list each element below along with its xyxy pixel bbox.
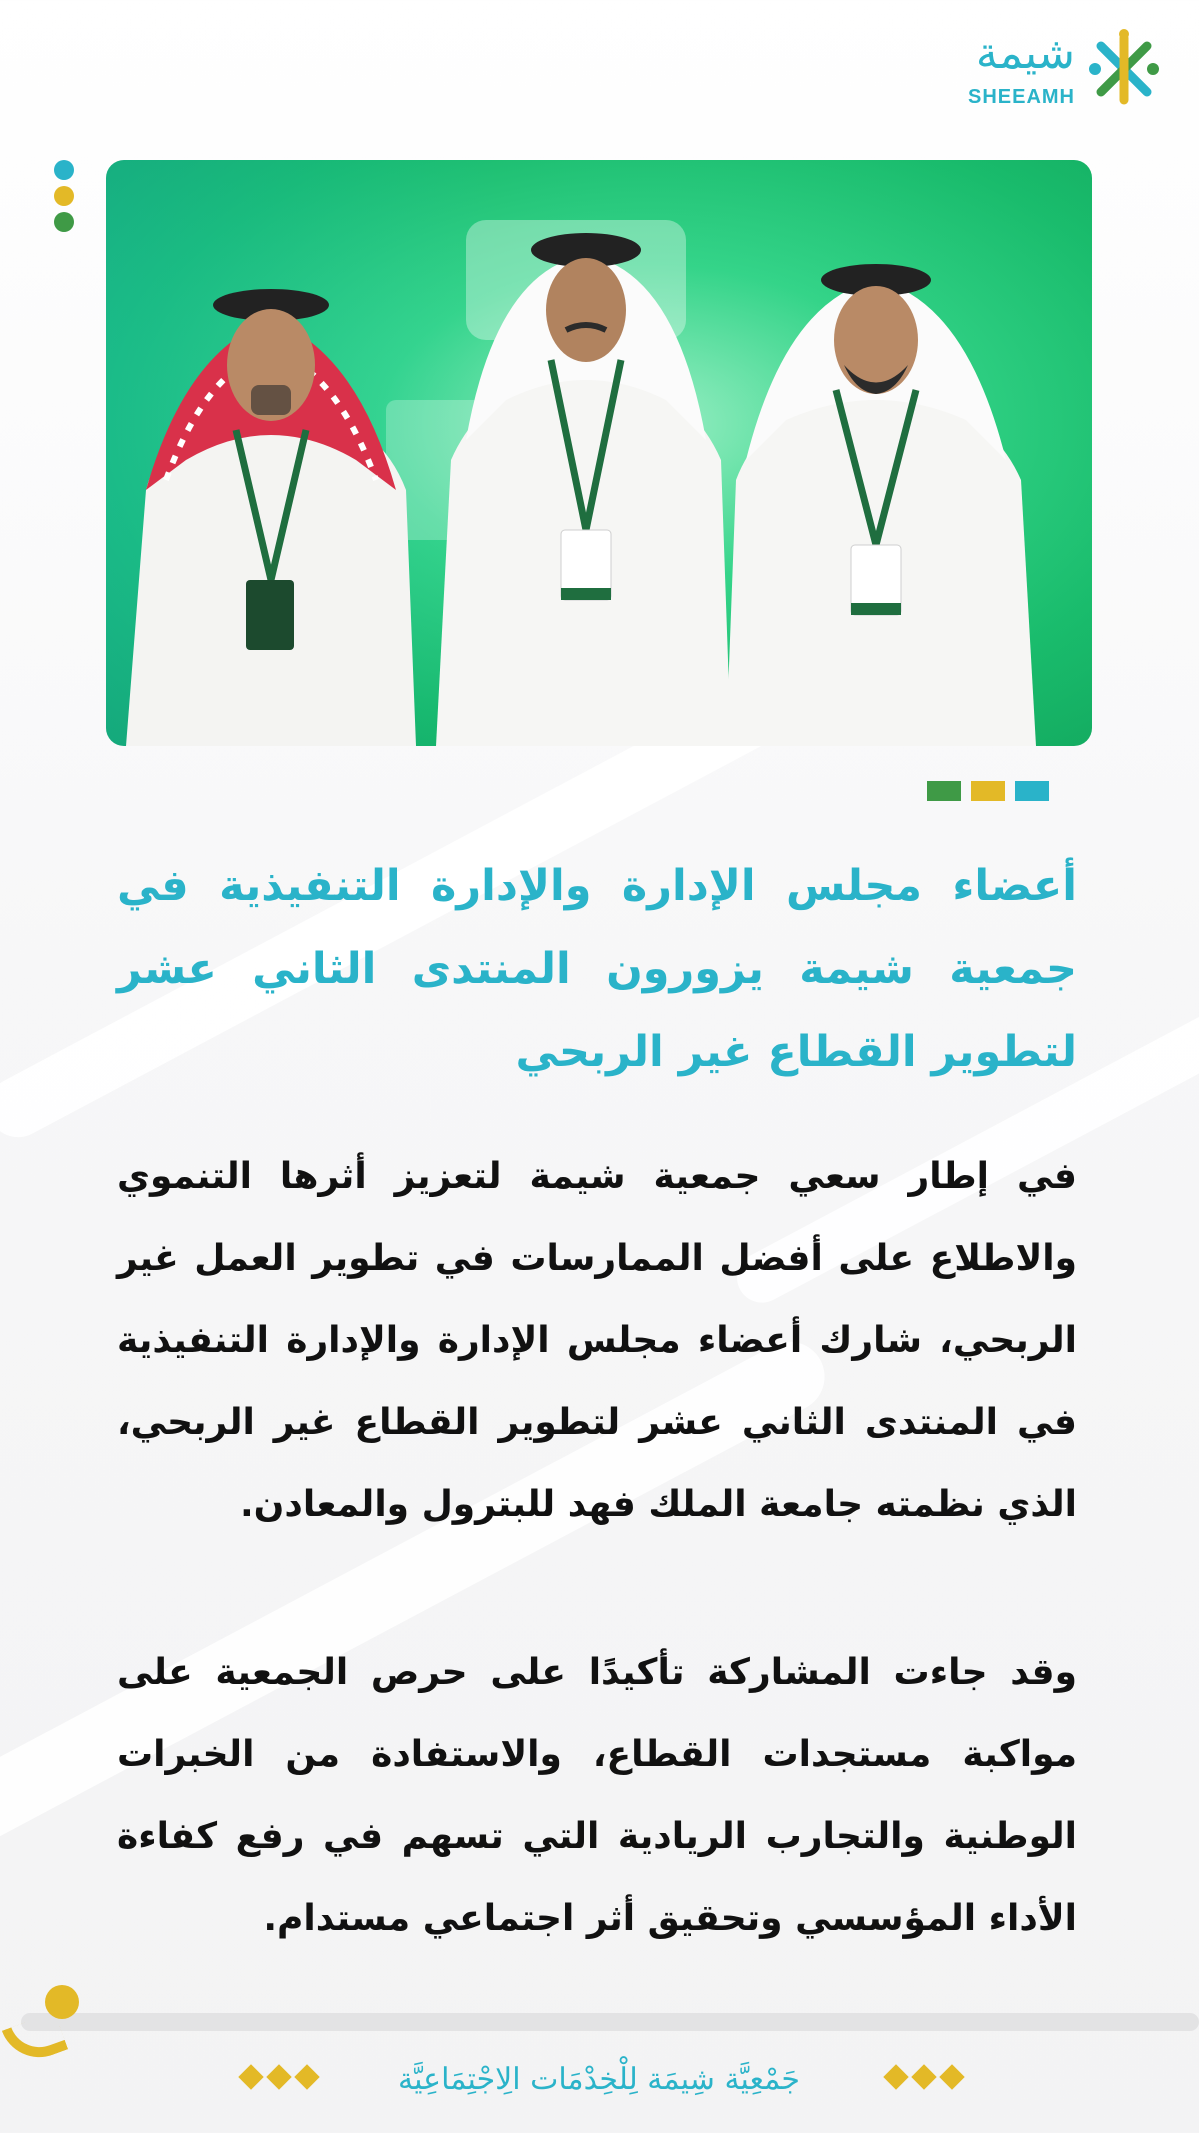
dot	[55, 160, 75, 180]
diamond-icon	[295, 2064, 320, 2089]
color-squares	[928, 781, 1050, 801]
people-circle-logo-icon	[1082, 26, 1168, 112]
square	[928, 781, 962, 801]
footer-title: جَمْعِيَّة شِيمَة لِلْخِدْمَات الِاجْتِمَاعِيَّة	[399, 2062, 801, 2097]
square	[1016, 781, 1050, 801]
diamond-icon	[940, 2064, 965, 2089]
event-photo	[107, 160, 1093, 746]
paragraph-1: في إطار سعي جمعية شيمة لتعزيز أثرها التنموي والاطلاع على أفضل الممارسات في تطوير العمل غير الربحي، شارك أعضاء مجلس الإدارة والإدارة التنفيذية في المنتدى الثاني عشر لتطوير القطاع غير الربحي، الذي نظمته جامعة الملك فهد للبترول والمعادن.	[118, 1156, 1078, 1525]
person-left	[127, 289, 417, 746]
brand-logo	[938, 24, 1168, 114]
dot	[55, 186, 75, 206]
photo-three-men	[107, 160, 1093, 746]
diamonds-left	[240, 2068, 320, 2086]
dot	[55, 212, 75, 232]
diamonds-right	[885, 2068, 965, 2086]
person-right	[727, 264, 1037, 746]
diamond-icon	[239, 2064, 264, 2089]
brand-name-ar: شيمة	[976, 28, 1076, 79]
diamond-icon	[912, 2064, 937, 2089]
post-headline: أعضاء مجلس الإدارة والإدارة التنفيذية في جمعية شيمة يزورون المنتدى الثاني عشر لتطوير القطاع غير الربحي	[118, 861, 1078, 1077]
footer	[0, 2062, 1200, 2102]
square	[972, 781, 1006, 801]
paragraph-2: وقد جاءت المشاركة تأكيدًا على حرص الجمعية على مواكبة مستجدات القطاع، والاستفادة من الخبرات الوطنية والتجارب الريادية التي تسهم في رفع كفاءة الأداء المؤسسي وتحقيق أثر اجتماعي مستدام.	[118, 1652, 1078, 1939]
diamond-icon	[267, 2064, 292, 2089]
footer-bar	[22, 2013, 1200, 2031]
brand-name-en: SHEEAMH	[968, 86, 1076, 108]
side-dots	[55, 160, 75, 238]
diamond-icon	[884, 2064, 909, 2089]
